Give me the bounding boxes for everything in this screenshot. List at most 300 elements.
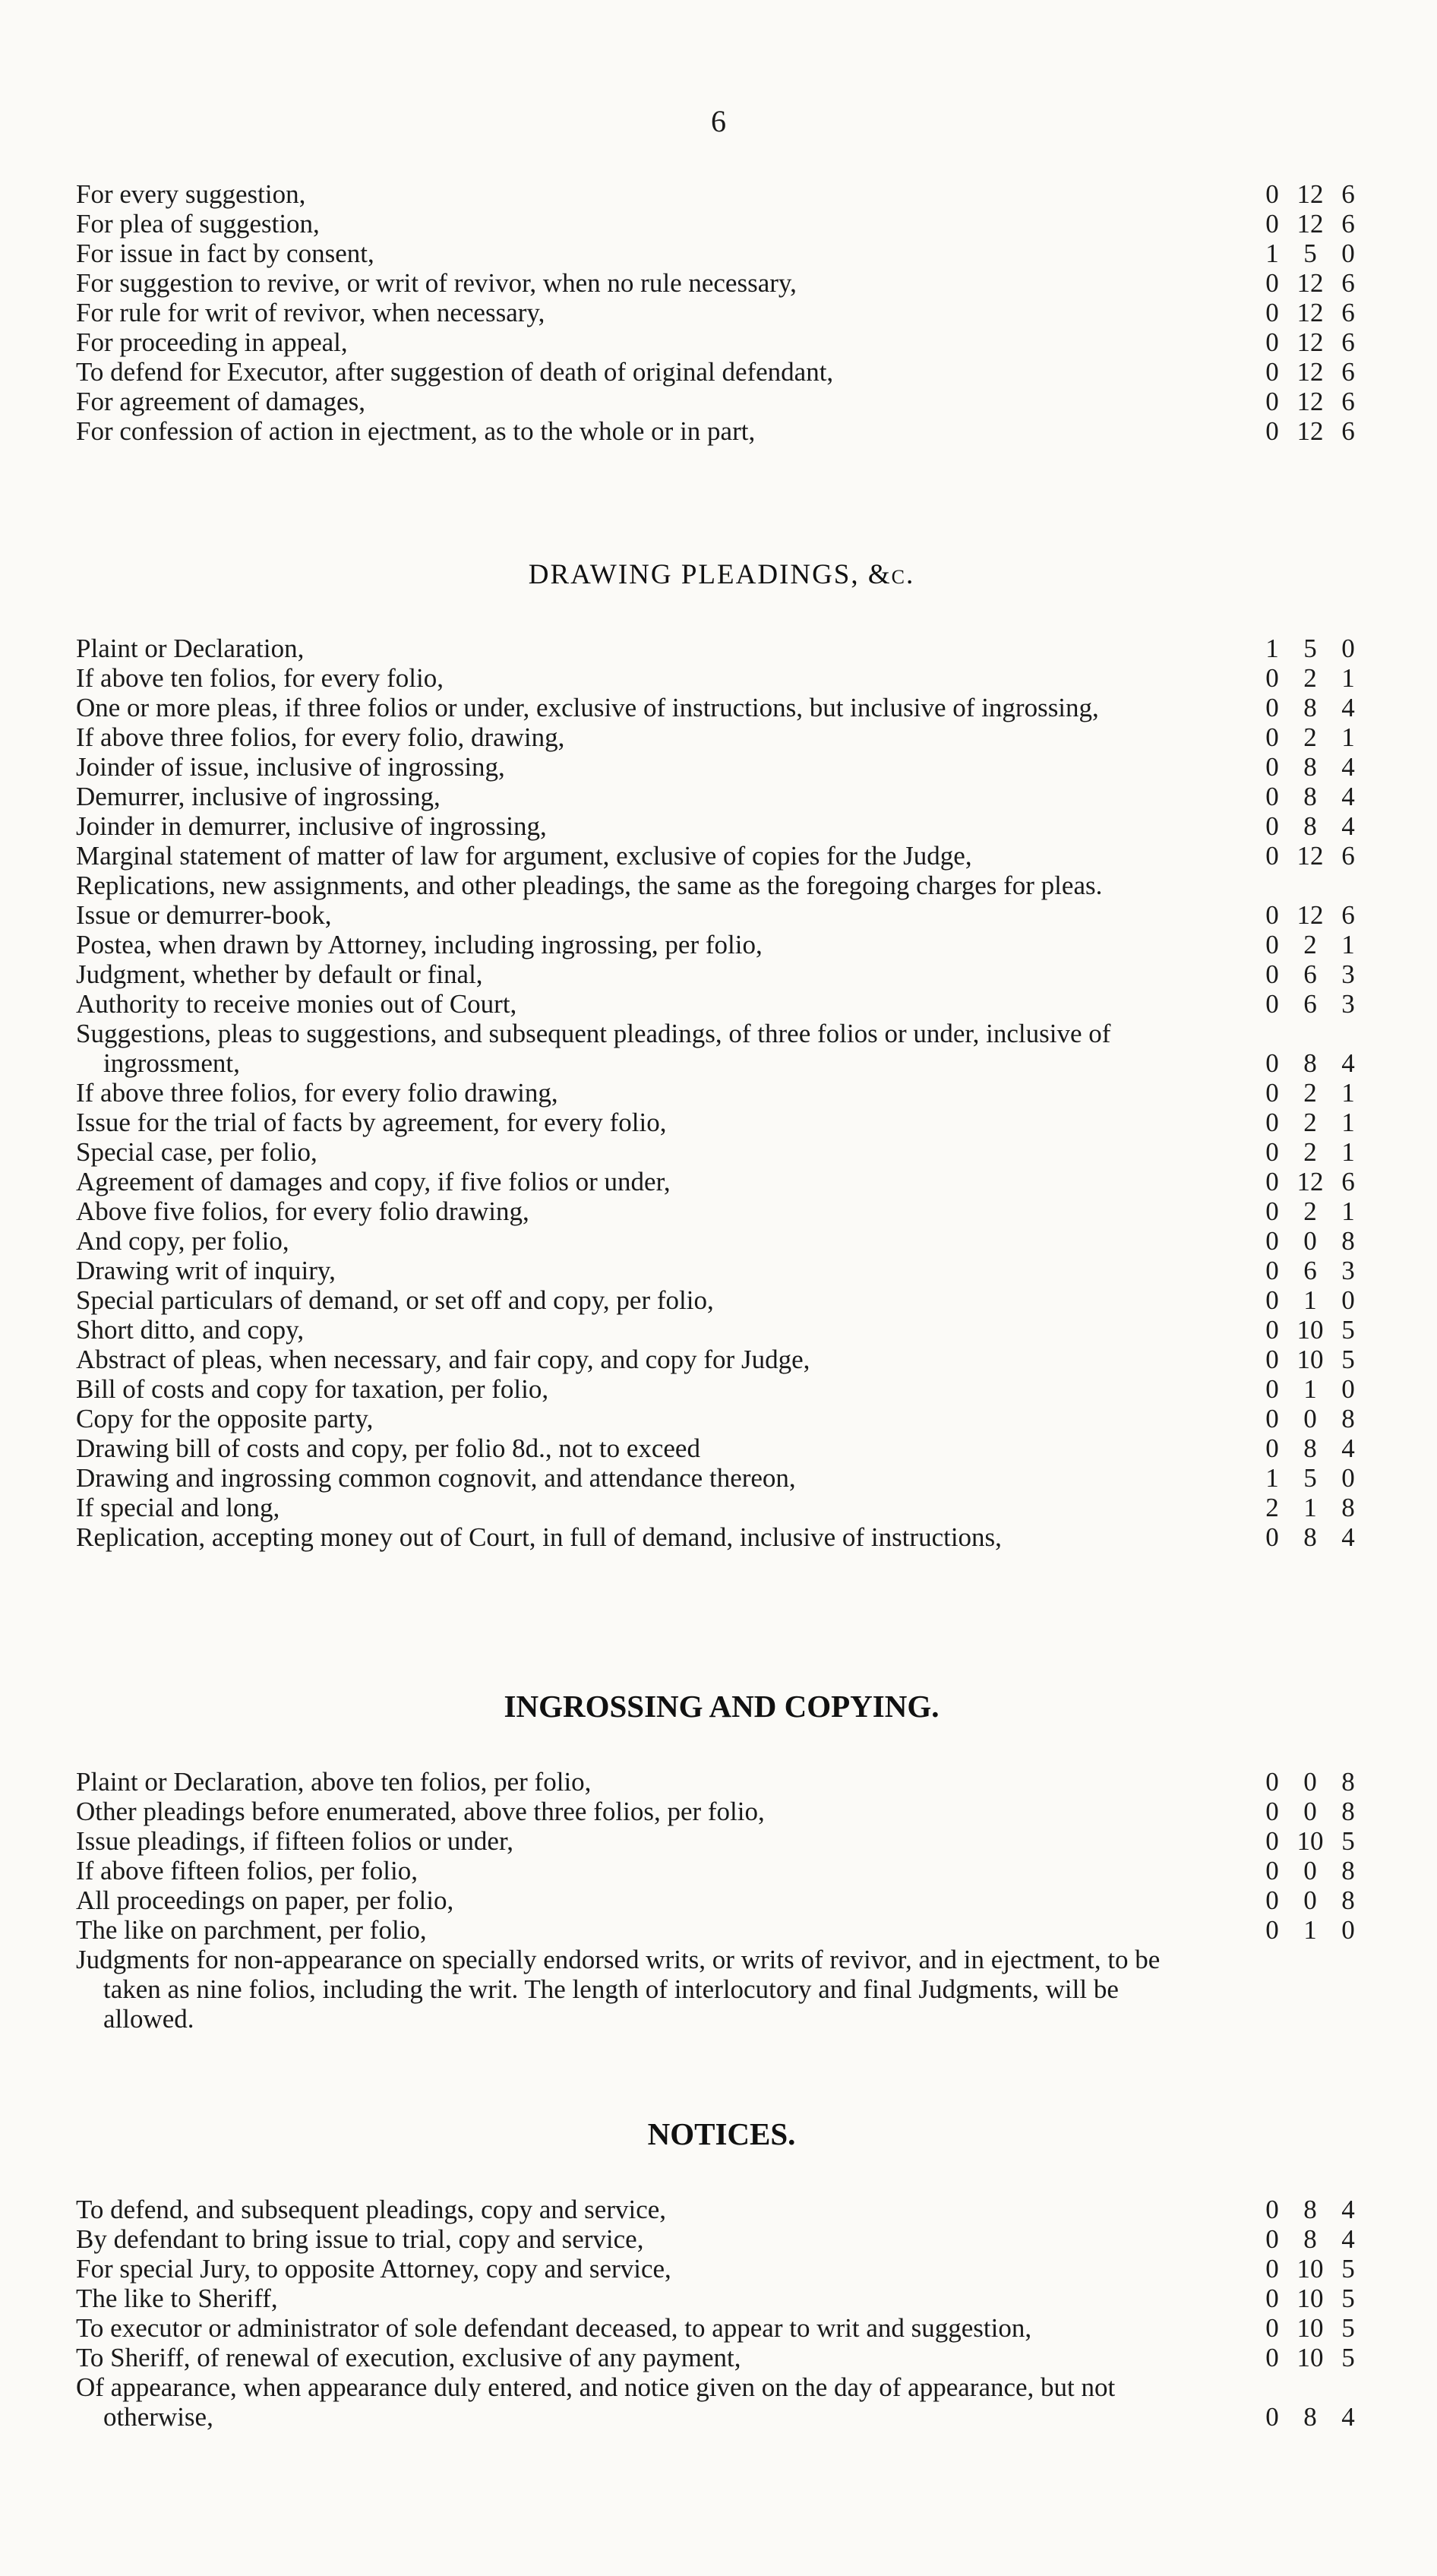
- fee-shillings: 12: [1296, 1167, 1324, 1196]
- fee-description: Above five folios, for every folio drawing,: [76, 1196, 529, 1226]
- fee-shillings: 8: [1303, 811, 1317, 841]
- fee-pounds: 0: [1265, 1256, 1279, 1285]
- fee-shillings: 12: [1296, 841, 1324, 871]
- fee-amount: [1181, 722, 1367, 752]
- fee-row: [76, 1137, 1367, 1167]
- fee-shillings: 6: [1303, 1256, 1317, 1285]
- fee-pounds: 0: [1265, 1196, 1279, 1226]
- fee-pence: 8: [1341, 1885, 1355, 1915]
- fee-pence: 3: [1341, 959, 1355, 989]
- fee-pounds: 0: [1265, 1078, 1279, 1108]
- fee-amount: [1181, 2195, 1367, 2224]
- fee-pence: 1: [1341, 1078, 1355, 1108]
- fee-pence: 4: [1341, 752, 1355, 782]
- ingrossing-copying-heading: INGROSSING AND COPYING.: [504, 1689, 940, 1724]
- fee-pence: 1: [1341, 1196, 1355, 1226]
- fee-pounds: 0: [1265, 811, 1279, 841]
- fee-row: [76, 1078, 1367, 1108]
- fee-amount: [1181, 239, 1367, 268]
- fee-pounds: 0: [1265, 268, 1279, 298]
- fee-pence: 1: [1341, 663, 1355, 693]
- fee-shillings: 0: [1303, 1797, 1317, 1826]
- fee-pence: 0: [1341, 1915, 1355, 1945]
- fee-pounds: 0: [1265, 1404, 1279, 1433]
- fee-pounds: 0: [1265, 693, 1279, 722]
- fee-pence: 1: [1341, 930, 1355, 959]
- fee-shillings: 8: [1303, 693, 1317, 722]
- fee-amount: [1181, 1019, 1367, 1078]
- fee-pence: 6: [1341, 268, 1355, 298]
- fee-description: If above three folios, for every folio drawing,: [76, 1078, 558, 1108]
- fee-shillings: 12: [1296, 209, 1324, 239]
- fee-pounds: 0: [1265, 1048, 1279, 1078]
- fee-pence: 4: [1341, 2402, 1355, 2432]
- fee-amount: [1181, 1885, 1367, 1915]
- fee-row: [76, 1315, 1367, 1345]
- fee-pounds: 0: [1265, 1826, 1279, 1856]
- fee-shillings: 2: [1303, 1137, 1317, 1167]
- fee-amount: [1181, 2224, 1367, 2254]
- fee-amount: [1181, 2343, 1367, 2372]
- fee-pounds: 0: [1265, 989, 1279, 1019]
- fee-pence: 8: [1341, 1767, 1355, 1797]
- fee-pence: 8: [1341, 1226, 1355, 1256]
- fee-description: For special Jury, to opposite Attorney, copy and service,: [76, 2254, 671, 2284]
- fee-pounds: 0: [1265, 1167, 1279, 1196]
- fee-description: For suggestion to revive, or writ of revivor, when no rule necessary,: [76, 268, 797, 298]
- fee-row: [76, 1463, 1367, 1493]
- fee-amount: [1181, 693, 1367, 722]
- fee-amount: [1181, 1493, 1367, 1522]
- fee-description: The like on parchment, per folio,: [76, 1915, 427, 1945]
- fee-pence: 4: [1341, 782, 1355, 811]
- fee-description: Joinder of issue, inclusive of ingrossing,: [76, 752, 505, 782]
- fee-shillings: 8: [1303, 782, 1317, 811]
- fee-description: If above ten folios, for every folio,: [76, 663, 444, 693]
- fee-description: By defendant to bring issue to trial, copy and service,: [76, 2224, 644, 2254]
- fee-amount: [1181, 1915, 1367, 1945]
- fee-shillings: 0: [1303, 1885, 1317, 1915]
- fee-pence: 4: [1341, 693, 1355, 722]
- notices-section: [76, 2116, 1367, 2432]
- fee-row: [76, 2224, 1367, 2254]
- fee-shillings: 12: [1296, 179, 1324, 209]
- fee-amount: [1181, 900, 1367, 930]
- fee-description: If special and long,: [76, 1493, 280, 1522]
- fee-description: If above fifteen folios, per folio,: [76, 1856, 418, 1885]
- fee-amount: [1181, 2284, 1367, 2313]
- fee-row: [76, 663, 1367, 693]
- fee-pounds: 0: [1265, 959, 1279, 989]
- fee-pounds: 0: [1265, 1226, 1279, 1256]
- fee-pounds: 0: [1265, 2195, 1279, 2224]
- fee-amount: [1181, 179, 1367, 209]
- fee-pounds: 0: [1265, 2254, 1279, 2284]
- fee-shillings: 10: [1296, 1315, 1324, 1345]
- fee-description: Copy for the opposite party,: [76, 1404, 374, 1433]
- fee-amount: [1181, 1797, 1367, 1826]
- fee-shillings: 8: [1303, 2402, 1317, 2432]
- fee-pounds: 0: [1265, 1522, 1279, 1552]
- fee-description: For confession of action in ejectment, as to the whole or in part,: [76, 416, 756, 446]
- fee-description: To defend for Executor, after suggestion of death of original defendant,: [76, 357, 834, 387]
- fee-row: [76, 2254, 1367, 2284]
- fee-row: [76, 1493, 1367, 1522]
- fee-row: [76, 989, 1367, 1019]
- fee-amount: [1181, 327, 1367, 357]
- fee-pounds: 0: [1265, 1315, 1279, 1345]
- fee-shillings: 12: [1296, 298, 1324, 327]
- fee-amount: [1181, 871, 1367, 900]
- fee-description: Of appearance, when appearance duly entered, and notice given on the day of appearance, but not otherwise,: [76, 2372, 1116, 2432]
- fee-pence: 5: [1341, 2284, 1355, 2313]
- fee-row: [76, 1797, 1367, 1826]
- fee-row: [76, 693, 1367, 722]
- fee-description: For rule for writ of revivor, when necessary,: [76, 298, 545, 327]
- drawing-pleadings-heading: DRAWING PLEADINGS, &c.: [528, 559, 915, 590]
- fee-pounds: 0: [1265, 209, 1279, 239]
- fee-shillings: 8: [1303, 1522, 1317, 1552]
- fee-pence: 4: [1341, 2195, 1355, 2224]
- fee-pounds: 2: [1265, 1493, 1279, 1522]
- fee-description: To Sheriff, of renewal of execution, exclusive of any payment,: [76, 2343, 741, 2372]
- fee-shillings: 0: [1303, 1226, 1317, 1256]
- fee-pounds: 0: [1265, 1885, 1279, 1915]
- fee-description: Drawing bill of costs and copy, per folio 8d., not to exceed: [76, 1433, 700, 1463]
- fee-pence: 4: [1341, 1048, 1355, 1078]
- fee-description: Replication, accepting money out of Court, in full of demand, inclusive of instructions,: [76, 1522, 1002, 1552]
- fee-shillings: 0: [1303, 1856, 1317, 1885]
- fee-shillings: 8: [1303, 752, 1317, 782]
- fee-shillings: 8: [1303, 1048, 1317, 1078]
- fee-row: [76, 298, 1367, 327]
- fee-shillings: 2: [1303, 930, 1317, 959]
- fee-row: [76, 1856, 1367, 1885]
- fee-amount: [1181, 2254, 1367, 2284]
- fee-row: [76, 1167, 1367, 1196]
- fee-description: Postea, when drawn by Attorney, including ingrossing, per folio,: [76, 930, 763, 959]
- fee-amount: [1181, 1767, 1367, 1797]
- fee-row: [76, 1019, 1367, 1078]
- fee-amount: [1181, 1826, 1367, 1856]
- fee-shillings: 10: [1296, 1826, 1324, 1856]
- fee-amount: [1181, 357, 1367, 387]
- fee-amount: [1181, 782, 1367, 811]
- fee-pounds: 0: [1265, 752, 1279, 782]
- fee-description: Judgments for non-appearance on specially endorsed writs, or writs of revivor, and in ejectment, to be taken as nine folios, including the writ. The length of interlocutory and final Judgments, will be allowed.: [76, 1945, 1161, 2034]
- fee-pence: 8: [1341, 1493, 1355, 1522]
- fees-section: [76, 179, 1367, 446]
- fee-pounds: 0: [1265, 1108, 1279, 1137]
- fee-shillings: 8: [1303, 1433, 1317, 1463]
- fee-shillings: 12: [1296, 327, 1324, 357]
- fee-shillings: 0: [1303, 1404, 1317, 1433]
- fee-row: [76, 930, 1367, 959]
- fee-pounds: 0: [1265, 357, 1279, 387]
- fee-row: [76, 1226, 1367, 1256]
- fee-amount: [1181, 298, 1367, 327]
- drawing-pleadings-section: [76, 558, 1367, 1552]
- fee-pence: 5: [1341, 2313, 1355, 2343]
- fee-pence: 6: [1341, 1167, 1355, 1196]
- fee-pounds: 0: [1265, 2402, 1279, 2432]
- fee-pounds: 0: [1265, 2313, 1279, 2343]
- fee-row: [76, 1285, 1367, 1315]
- fee-amount: [1181, 1522, 1367, 1552]
- fee-pence: 3: [1341, 989, 1355, 1019]
- fee-pence: 8: [1341, 1404, 1355, 1433]
- fee-row: [76, 239, 1367, 268]
- fee-pounds: 0: [1265, 1433, 1279, 1463]
- fee-row: [76, 1915, 1367, 1945]
- fee-pence: 5: [1341, 2254, 1355, 2284]
- fee-shillings: 2: [1303, 722, 1317, 752]
- notices-heading: NOTICES.: [647, 2116, 796, 2151]
- fee-pounds: 0: [1265, 1856, 1279, 1885]
- fee-row: [76, 357, 1367, 387]
- fee-description: Suggestions, pleas to suggestions, and subsequent pleadings, of three folios or under, inclusive of ingrossment,: [76, 1019, 1111, 1078]
- fee-row: [76, 387, 1367, 416]
- fee-description: Authority to receive monies out of Court,: [76, 989, 517, 1019]
- fee-row: [76, 871, 1367, 900]
- fee-description: Issue for the trial of facts by agreement, for every folio,: [76, 1108, 667, 1137]
- ingrossing-copying-section: [76, 1688, 1367, 2034]
- fee-shillings: 5: [1303, 634, 1317, 663]
- fee-row: [76, 1256, 1367, 1285]
- fee-pence: 6: [1341, 357, 1355, 387]
- fee-row: [76, 1767, 1367, 1797]
- fee-shillings: 1: [1303, 1285, 1317, 1315]
- fee-row: [76, 327, 1367, 357]
- fee-description: Replications, new assignments, and other pleadings, the same as the foregoing charges for pleas.: [76, 871, 1103, 900]
- fee-shillings: 10: [1296, 2284, 1324, 2313]
- fee-shillings: 12: [1296, 268, 1324, 298]
- fee-pounds: 0: [1265, 2224, 1279, 2254]
- fee-shillings: 10: [1296, 2343, 1324, 2372]
- fee-shillings: 12: [1296, 387, 1324, 416]
- fee-description: Special particulars of demand, or set off and copy, per folio,: [76, 1285, 714, 1315]
- fee-amount: [1181, 1856, 1367, 1885]
- fee-pence: 6: [1341, 179, 1355, 209]
- fee-amount: [1181, 752, 1367, 782]
- fee-description: And copy, per folio,: [76, 1226, 289, 1256]
- fee-shillings: 2: [1303, 1078, 1317, 1108]
- fee-shillings: 5: [1303, 1463, 1317, 1493]
- page-number: 6: [711, 104, 726, 138]
- fee-row: [76, 1108, 1367, 1137]
- fee-pounds: 0: [1265, 1767, 1279, 1797]
- fee-amount: [1181, 663, 1367, 693]
- fee-row: [76, 1433, 1367, 1463]
- fee-pounds: 0: [1265, 1374, 1279, 1404]
- fee-description: Drawing writ of inquiry,: [76, 1256, 336, 1285]
- fee-pounds: 0: [1265, 900, 1279, 930]
- fee-amount: [1181, 209, 1367, 239]
- fee-description: Joinder in demurrer, inclusive of ingrossing,: [76, 811, 547, 841]
- fee-description: For plea of suggestion,: [76, 209, 320, 239]
- fee-shillings: 2: [1303, 1196, 1317, 1226]
- fee-pounds: 0: [1265, 1137, 1279, 1167]
- fee-pence: 4: [1341, 1433, 1355, 1463]
- fee-pence: 1: [1341, 1137, 1355, 1167]
- fee-amount: [1181, 1167, 1367, 1196]
- fee-pounds: 0: [1265, 663, 1279, 693]
- fee-description: Plaint or Declaration, above ten folios, per folio,: [76, 1767, 592, 1797]
- fee-description: Demurrer, inclusive of ingrossing,: [76, 782, 441, 811]
- fee-shillings: 12: [1296, 900, 1324, 930]
- fee-pounds: 0: [1265, 2284, 1279, 2313]
- fee-shillings: 0: [1303, 1767, 1317, 1797]
- fee-amount: [1181, 416, 1367, 446]
- fee-description: To defend, and subsequent pleadings, copy and service,: [76, 2195, 667, 2224]
- fee-pounds: 0: [1265, 387, 1279, 416]
- fee-shillings: 6: [1303, 989, 1317, 1019]
- fee-description: For agreement of damages,: [76, 387, 365, 416]
- fee-pence: 6: [1341, 416, 1355, 446]
- fee-amount: [1181, 811, 1367, 841]
- fee-pence: 5: [1341, 1345, 1355, 1374]
- fee-amount: [1181, 1285, 1367, 1315]
- fee-pounds: 0: [1265, 1285, 1279, 1315]
- fee-pence: 0: [1341, 1463, 1355, 1493]
- fee-pence: 0: [1341, 239, 1355, 268]
- fee-pence: 3: [1341, 1256, 1355, 1285]
- fee-row: [76, 811, 1367, 841]
- fee-pounds: 1: [1265, 1463, 1279, 1493]
- fee-row: [76, 416, 1367, 446]
- fee-row: [76, 179, 1367, 209]
- fee-description: Abstract of pleas, when necessary, and fair copy, and copy for Judge,: [76, 1345, 810, 1374]
- fee-row: [76, 2343, 1367, 2372]
- fee-row: [76, 1345, 1367, 1374]
- fee-amount: [1181, 2372, 1367, 2432]
- fee-row: [76, 2372, 1367, 2432]
- fee-pence: 6: [1341, 900, 1355, 930]
- fee-description: For proceeding in appeal,: [76, 327, 348, 357]
- fee-pence: 5: [1341, 1315, 1355, 1345]
- fee-amount: [1181, 1108, 1367, 1137]
- fee-description: Plaint or Declaration,: [76, 634, 305, 663]
- fee-amount: [1181, 1404, 1367, 1433]
- fee-amount: [1181, 841, 1367, 871]
- fee-amount: [1181, 1345, 1367, 1374]
- fee-pence: 1: [1341, 722, 1355, 752]
- fee-row: [76, 841, 1367, 871]
- fee-pounds: 0: [1265, 416, 1279, 446]
- fee-row: [76, 752, 1367, 782]
- fee-pence: 0: [1341, 634, 1355, 663]
- fee-description: To executor or administrator of sole defendant deceased, to appear to writ and suggestion,: [76, 2313, 1032, 2343]
- fee-description: Drawing and ingrossing common cognovit, and attendance thereon,: [76, 1463, 796, 1493]
- fee-row: [76, 209, 1367, 239]
- fee-pence: 0: [1341, 1285, 1355, 1315]
- fee-pence: 5: [1341, 2343, 1355, 2372]
- fee-pounds: 0: [1265, 298, 1279, 327]
- fee-shillings: 10: [1296, 1345, 1324, 1374]
- fee-pence: 8: [1341, 1856, 1355, 1885]
- fee-row: [76, 634, 1367, 663]
- fee-row: [76, 268, 1367, 298]
- fee-shillings: 6: [1303, 959, 1317, 989]
- fee-amount: [1181, 634, 1367, 663]
- fee-pounds: 0: [1265, 327, 1279, 357]
- fee-pounds: 0: [1265, 2343, 1279, 2372]
- fee-amount: [1181, 1078, 1367, 1108]
- fee-pence: 4: [1341, 1522, 1355, 1552]
- fee-shillings: 12: [1296, 357, 1324, 387]
- fee-shillings: 8: [1303, 2224, 1317, 2254]
- fee-description: If above three folios, for every folio, drawing,: [76, 722, 565, 752]
- fee-amount: [1181, 1315, 1367, 1345]
- fee-amount: [1181, 387, 1367, 416]
- fee-row: [76, 2195, 1367, 2224]
- fee-description: Agreement of damages and copy, if five folios or under,: [76, 1167, 671, 1196]
- fee-pounds: 0: [1265, 841, 1279, 871]
- fee-description: Marginal statement of matter of law for argument, exclusive of copies for the Judge,: [76, 841, 972, 871]
- fee-amount: [1181, 1945, 1367, 2034]
- fee-description: Special case, per folio,: [76, 1137, 317, 1167]
- fee-pounds: 0: [1265, 1915, 1279, 1945]
- fee-description: For issue in fact by consent,: [76, 239, 374, 268]
- fee-row: [76, 1196, 1367, 1226]
- fee-pence: 6: [1341, 387, 1355, 416]
- fee-amount: [1181, 1256, 1367, 1285]
- fee-row: [76, 2313, 1367, 2343]
- fee-pence: 0: [1341, 1374, 1355, 1404]
- fee-pence: 6: [1341, 327, 1355, 357]
- fee-shillings: 12: [1296, 416, 1324, 446]
- fee-pounds: 0: [1265, 930, 1279, 959]
- fee-shillings: 10: [1296, 2313, 1324, 2343]
- fee-pounds: 0: [1265, 782, 1279, 811]
- fee-shillings: 5: [1303, 239, 1317, 268]
- fee-pounds: 0: [1265, 722, 1279, 752]
- fee-pounds: 0: [1265, 179, 1279, 209]
- fee-description: Issue pleadings, if fifteen folios or under,: [76, 1826, 513, 1856]
- fee-shillings: 2: [1303, 1108, 1317, 1137]
- fee-pence: 8: [1341, 1797, 1355, 1826]
- fee-shillings: 1: [1303, 1915, 1317, 1945]
- fee-pence: 6: [1341, 298, 1355, 327]
- fee-row: [76, 782, 1367, 811]
- fee-row: [76, 1374, 1367, 1404]
- fee-amount: [1181, 1463, 1367, 1493]
- fee-amount: [1181, 959, 1367, 989]
- fee-pence: 6: [1341, 841, 1355, 871]
- fee-description: Issue or demurrer-book,: [76, 900, 332, 930]
- fee-amount: [1181, 1226, 1367, 1256]
- fee-pounds: 0: [1265, 1797, 1279, 1826]
- fee-row: [76, 1522, 1367, 1552]
- fee-pounds: 1: [1265, 634, 1279, 663]
- fee-row: [76, 959, 1367, 989]
- fee-description: For every suggestion,: [76, 179, 306, 209]
- fee-row: [76, 1945, 1367, 2034]
- fee-description: The like to Sheriff,: [76, 2284, 278, 2313]
- fee-shillings: 1: [1303, 1374, 1317, 1404]
- fee-pounds: 1: [1265, 239, 1279, 268]
- fee-pounds: 0: [1265, 1345, 1279, 1374]
- fee-description: Other pleadings before enumerated, above three folios, per folio,: [76, 1797, 765, 1826]
- fee-shillings: 1: [1303, 1493, 1317, 1522]
- fee-description: Short ditto, and copy,: [76, 1315, 305, 1345]
- fee-pence: 4: [1341, 2224, 1355, 2254]
- fee-description: Judgment, whether by default or final,: [76, 959, 483, 989]
- fee-pence: 1: [1341, 1108, 1355, 1137]
- fee-amount: [1181, 268, 1367, 298]
- fee-amount: [1181, 989, 1367, 1019]
- fee-pence: 5: [1341, 1826, 1355, 1856]
